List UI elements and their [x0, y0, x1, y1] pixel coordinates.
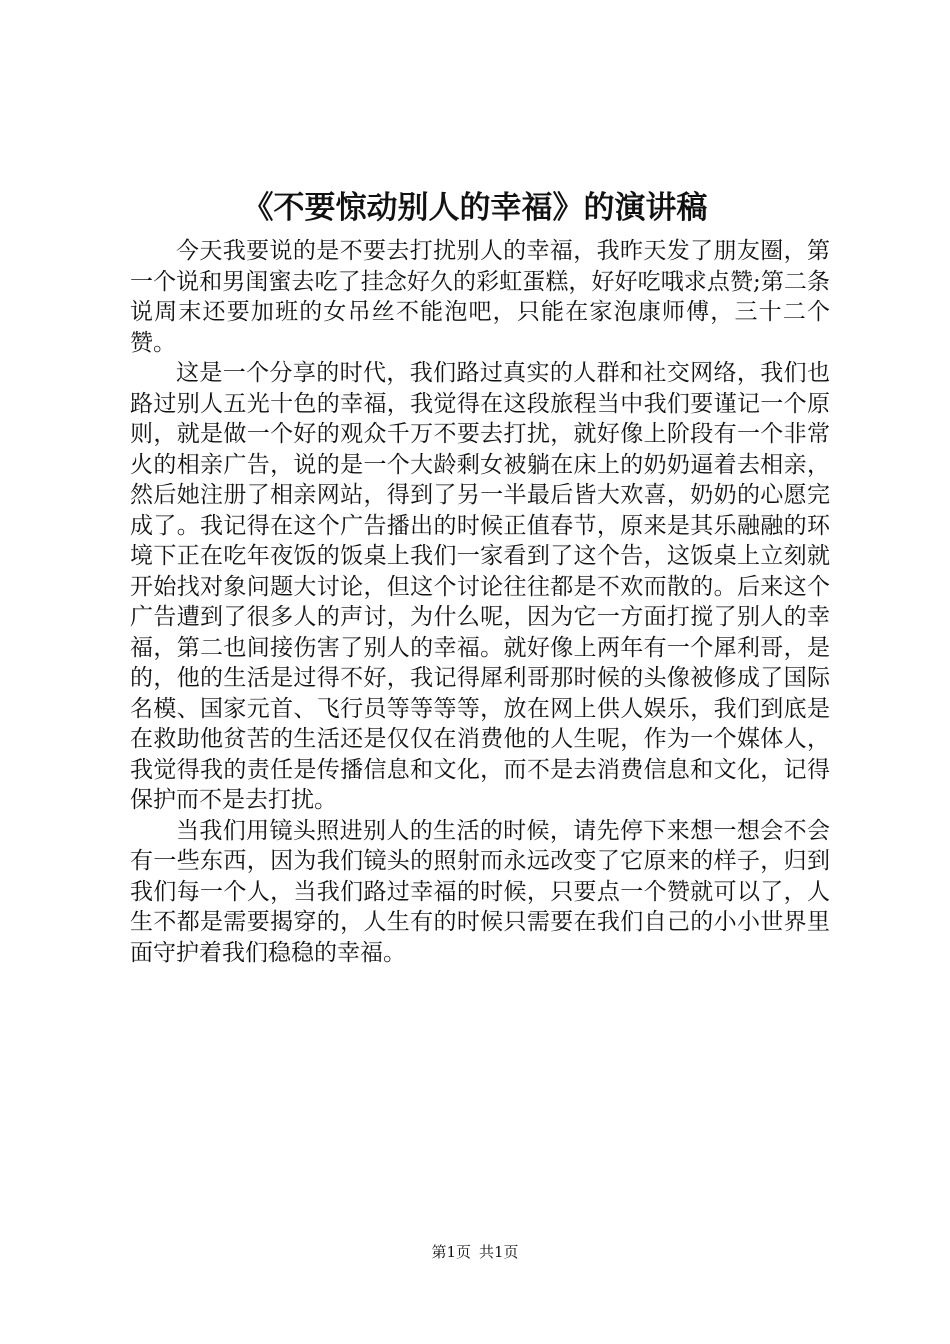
page-footer	[0, 1240, 950, 1264]
page-number: 第1页	[431, 1243, 471, 1261]
page-total: 共1页	[479, 1243, 519, 1261]
paragraph-3: 当我们用镜头照进别人的生活的时候，请先停下来想一想会不会有一些东西，因为我们镜头的照射而永远改变了它原来的样子，归到我们每一个人，当我们路过幸福的时候，只要点一个赞就可以了，人生不都是需要揭穿的，人生有的时候只需要在我们自己的小小世界里面守护着我们稳稳的幸福。	[130, 817, 830, 966]
paragraph-1: 今天我要说的是不要去打扰别人的幸福，我昨天发了朋友圈，第一个说和男闺蜜去吃了挂念好久的彩虹蛋糕，好好吃哦求点赞;第二条说周末还要加班的女吊丝不能泡吧，只能在家泡康师傅，三十二个赞。	[130, 238, 830, 356]
paragraph-2: 这是一个分享的时代，我们路过真实的人群和社交网络，我们也路过别人五光十色的幸福，我觉得在这段旅程当中我们要谨记一个原则，就是做一个好的观众千万不要去打扰，就好像上阶段有一个非常火的相亲广告，说的是一个大龄剩女被躺在床上的奶奶逼着去相亲，然后她注册了相亲网站，得到了另一半最后皆大欢喜，奶奶的心愿完成了。我记得在这个广告播出的时候正值春节，原来是其乐融融的环境下正在吃年夜饭的饭桌上我们一家看到了这个告，这饭桌上立刻就开始找对象问题大讨论，但这个讨论往往都是不欢而散的。后来这个广告遭到了很多人的声讨，为什么呢，因为它一方面打搅了别人的幸福，第二也间接伤害了别人的幸福。就好像上两年有一个犀利哥，是的，他的生活是过得不好，我记得犀利哥那时候的头像被修成了国际名模、国家元首、飞行员等等等等，放在网上供人娱乐，我们到底是在救助他贫苦的生活还是仅仅在消费他的人生呢，作为一个媒体人，我觉得我的责任是传播信息和文化，而不是去消费信息和文化，记得保护而不是去打扰。	[130, 360, 830, 813]
document-title: 《不要惊动别人的幸福》的演讲稿	[242, 190, 708, 226]
document-body	[130, 236, 830, 968]
